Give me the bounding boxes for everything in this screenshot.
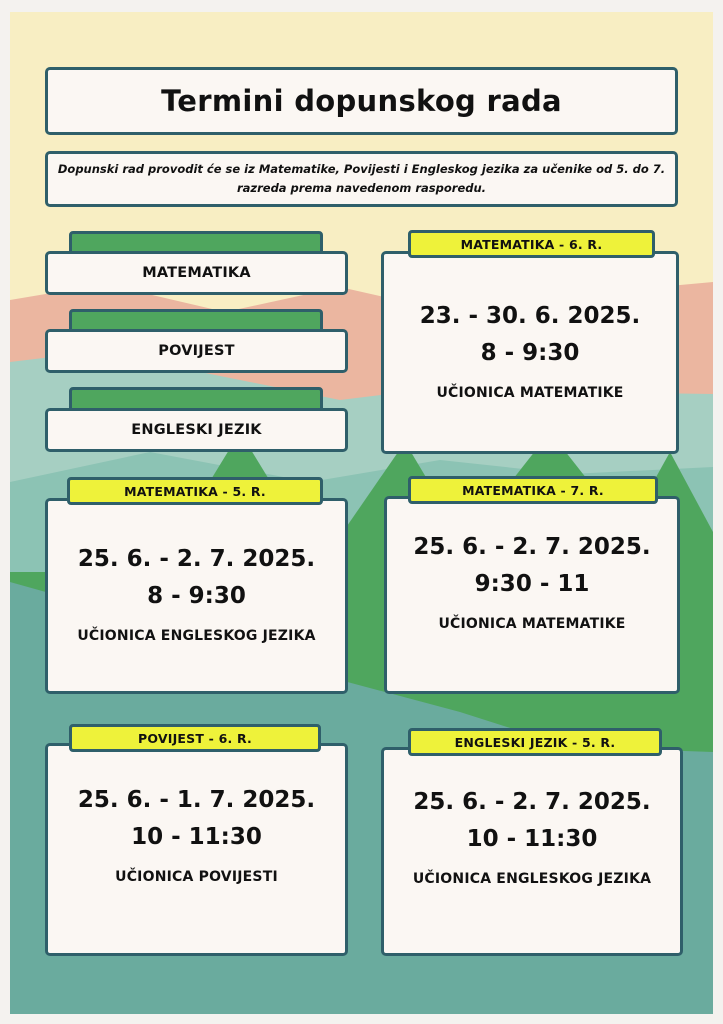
schedule-card-matematika-7 [384,496,680,694]
card-label: POVIJEST - 6. R. [69,724,321,752]
subject-label: MATEMATIKA [142,265,251,281]
intro-text: Dopunski rad provodit će se iz Matematike, Povijesti i Engleskog jezika za učenike od 5. do 7. razreda prema navedenom rasporedu. [57,162,666,195]
subject-engleski-jezik [45,408,348,452]
card-room: UČIONICA MATEMATIKE [436,385,624,401]
card-label: MATEMATIKA - 5. R. [67,477,323,505]
schedule-card-povijest-6 [45,743,348,956]
subject-label: ENGLESKI JEZIK [131,422,262,438]
card-label: MATEMATIKA - 7. R. [408,476,658,504]
card-time: 8 - 9:30 [480,340,580,366]
card-dates: 25. 6. - 1. 7. 2025. [77,787,316,813]
schedule-card-matematika-5 [45,498,348,694]
card-dates: 25. 6. - 2. 7. 2025. [77,546,316,572]
card-room: UČIONICA ENGLESKOG JEZIKA [412,871,652,887]
card-room: UČIONICA MATEMATIKE [438,616,626,632]
card-time: 9:30 - 11 [474,571,590,597]
schedule-card-matematika-6 [381,251,679,454]
title-box [45,67,678,135]
schedule-card-engleski-5 [381,747,683,956]
intro-box [45,151,678,207]
card-time: 10 - 11:30 [131,824,262,850]
poster [10,12,713,1014]
card-dates: 25. 6. - 2. 7. 2025. [413,789,651,815]
card-room: UČIONICA ENGLESKOG JEZIKA [77,628,316,644]
card-dates: 23. - 30. 6. 2025. [419,303,641,329]
card-label: MATEMATIKA - 6. R. [408,230,655,258]
card-room: UČIONICA POVIJESTI [115,869,278,885]
card-label: ENGLESKI JEZIK - 5. R. [408,728,662,756]
subject-matematika [45,251,348,295]
card-time: 10 - 11:30 [466,826,598,852]
page-title: Termini dopunskog rada [161,84,562,118]
card-dates: 25. 6. - 2. 7. 2025. [413,534,651,560]
subject-label: POVIJEST [158,343,235,359]
card-time: 8 - 9:30 [147,583,246,609]
subject-povijest [45,329,348,373]
